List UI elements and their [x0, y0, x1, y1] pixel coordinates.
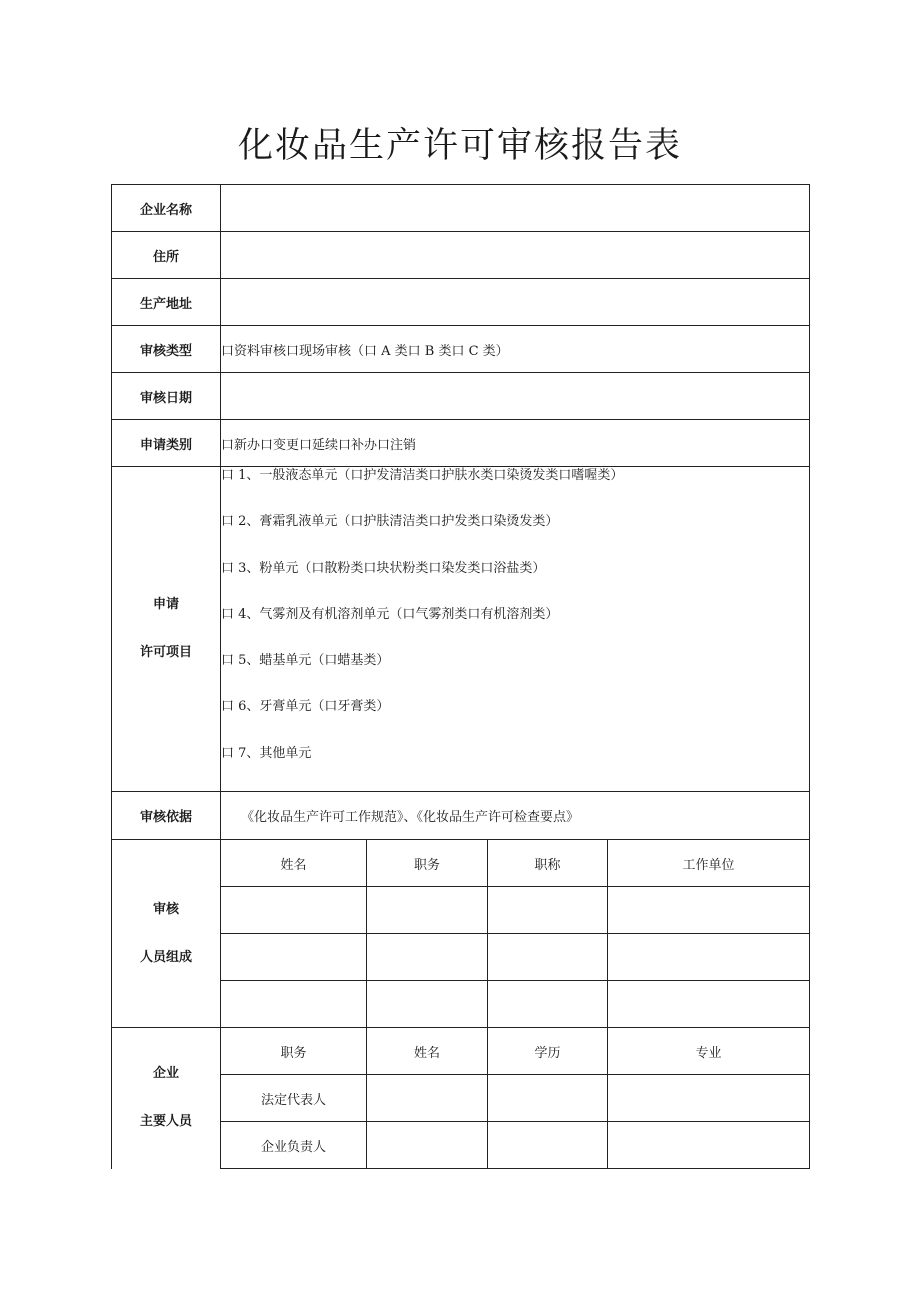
- company-staff-cell[interactable]: [488, 1075, 608, 1122]
- review-team-header-position: 职务: [367, 840, 488, 887]
- company-staff-label-line2: 主要人员: [139, 1114, 192, 1130]
- address-field[interactable]: [221, 232, 810, 279]
- company-head-label: 企业负责人: [221, 1122, 367, 1169]
- company-staff-cell[interactable]: [367, 1122, 488, 1169]
- audit-report-form: [111, 184, 810, 1169]
- license-item[interactable]: 口 7、其他单元: [221, 745, 312, 761]
- license-item[interactable]: 口 2、膏霜乳液单元（口护肤清洁类口护发类口染烫发类）: [221, 514, 559, 530]
- review-team-label: [112, 840, 221, 1028]
- company-staff-header-major: 专业: [608, 1028, 810, 1075]
- row-review-basis: [112, 792, 810, 840]
- license-items-label-line2: 许可项目: [139, 645, 192, 661]
- license-item[interactable]: 口 5、蜡基单元（口蜡基类）: [221, 653, 390, 669]
- address-label: 住所: [112, 232, 221, 279]
- license-items-label: [112, 467, 221, 792]
- production-address-field[interactable]: [221, 279, 810, 326]
- row-company-name: [112, 185, 810, 232]
- review-team-cell[interactable]: [488, 887, 608, 934]
- license-item[interactable]: 口 6、牙膏单元（口牙膏类）: [221, 699, 390, 715]
- row-application-category: [112, 420, 810, 467]
- review-team-header-row: [112, 840, 810, 887]
- company-staff-header-education: 学历: [488, 1028, 608, 1075]
- license-items-label-line1: 申请: [152, 597, 179, 613]
- application-category-options[interactable]: 口新办口变更口延续口补办口注销: [221, 420, 810, 467]
- review-team-label-line2: 人员组成: [139, 949, 192, 965]
- company-staff-header-name: 姓名: [367, 1028, 488, 1075]
- review-team-header-name: 姓名: [221, 840, 367, 887]
- legal-representative-label: 法定代表人: [221, 1075, 367, 1122]
- review-team-cell[interactable]: [608, 887, 810, 934]
- company-name-field[interactable]: [221, 185, 810, 232]
- production-address-label: 生产地址: [112, 279, 221, 326]
- review-team-cell[interactable]: [221, 981, 367, 1028]
- company-staff-cell[interactable]: [608, 1122, 810, 1169]
- review-team-cell[interactable]: [367, 981, 488, 1028]
- license-items-list: [221, 467, 810, 792]
- company-staff-cell[interactable]: [488, 1122, 608, 1169]
- review-type-label: 审核类型: [112, 326, 221, 373]
- review-team-cell[interactable]: [488, 981, 608, 1028]
- license-item[interactable]: 口 1、一般液态单元（口护发清洁类口护肤水类口染烫发类口嗜喔类）: [221, 468, 624, 483]
- review-team-cell[interactable]: [367, 934, 488, 981]
- company-staff-label-line1: 企业: [152, 1066, 179, 1082]
- company-staff-cell[interactable]: [608, 1075, 810, 1122]
- row-production-address: [112, 279, 810, 326]
- row-license-items: [112, 467, 810, 792]
- company-name-label: 企业名称: [112, 185, 221, 232]
- review-type-options[interactable]: 口资料审核口现场审核（口 A 类口 B 类口 C 类）: [221, 326, 810, 373]
- review-team-header-title: 职称: [488, 840, 608, 887]
- review-date-label: 审核日期: [112, 373, 221, 420]
- review-basis-label: 审核依据: [112, 792, 221, 840]
- company-staff-header-position: 职务: [221, 1028, 367, 1075]
- review-team-header-employer: 工作单位: [608, 840, 810, 887]
- row-review-date: [112, 373, 810, 420]
- license-item[interactable]: 口 3、粉单元（口散粉类口块状粉类口染发类口浴盐类）: [221, 560, 546, 576]
- review-team-cell[interactable]: [488, 934, 608, 981]
- review-date-field[interactable]: [221, 373, 810, 420]
- row-review-type: [112, 326, 810, 373]
- company-staff-cell[interactable]: [367, 1075, 488, 1122]
- review-team-cell[interactable]: [608, 981, 810, 1028]
- row-address: [112, 232, 810, 279]
- review-team-cell[interactable]: [367, 887, 488, 934]
- review-team-label-line1: 审核: [152, 901, 179, 917]
- review-team-cell[interactable]: [608, 934, 810, 981]
- page-title: 化妆品生产许可审核报告表: [237, 126, 682, 166]
- review-team-cell[interactable]: [221, 887, 367, 934]
- company-staff-label: [112, 1028, 221, 1169]
- review-basis-value: 《化妆品生产许可工作规范》、《化妆品生产许可检查要点》: [221, 792, 810, 840]
- license-item[interactable]: 口 4、气雾剂及有机溶剂单元（口气雾剂类口有机溶剂类）: [221, 606, 559, 622]
- company-staff-header-row: [112, 1028, 810, 1075]
- application-category-label: 申请类别: [112, 420, 221, 467]
- review-team-cell[interactable]: [221, 934, 367, 981]
